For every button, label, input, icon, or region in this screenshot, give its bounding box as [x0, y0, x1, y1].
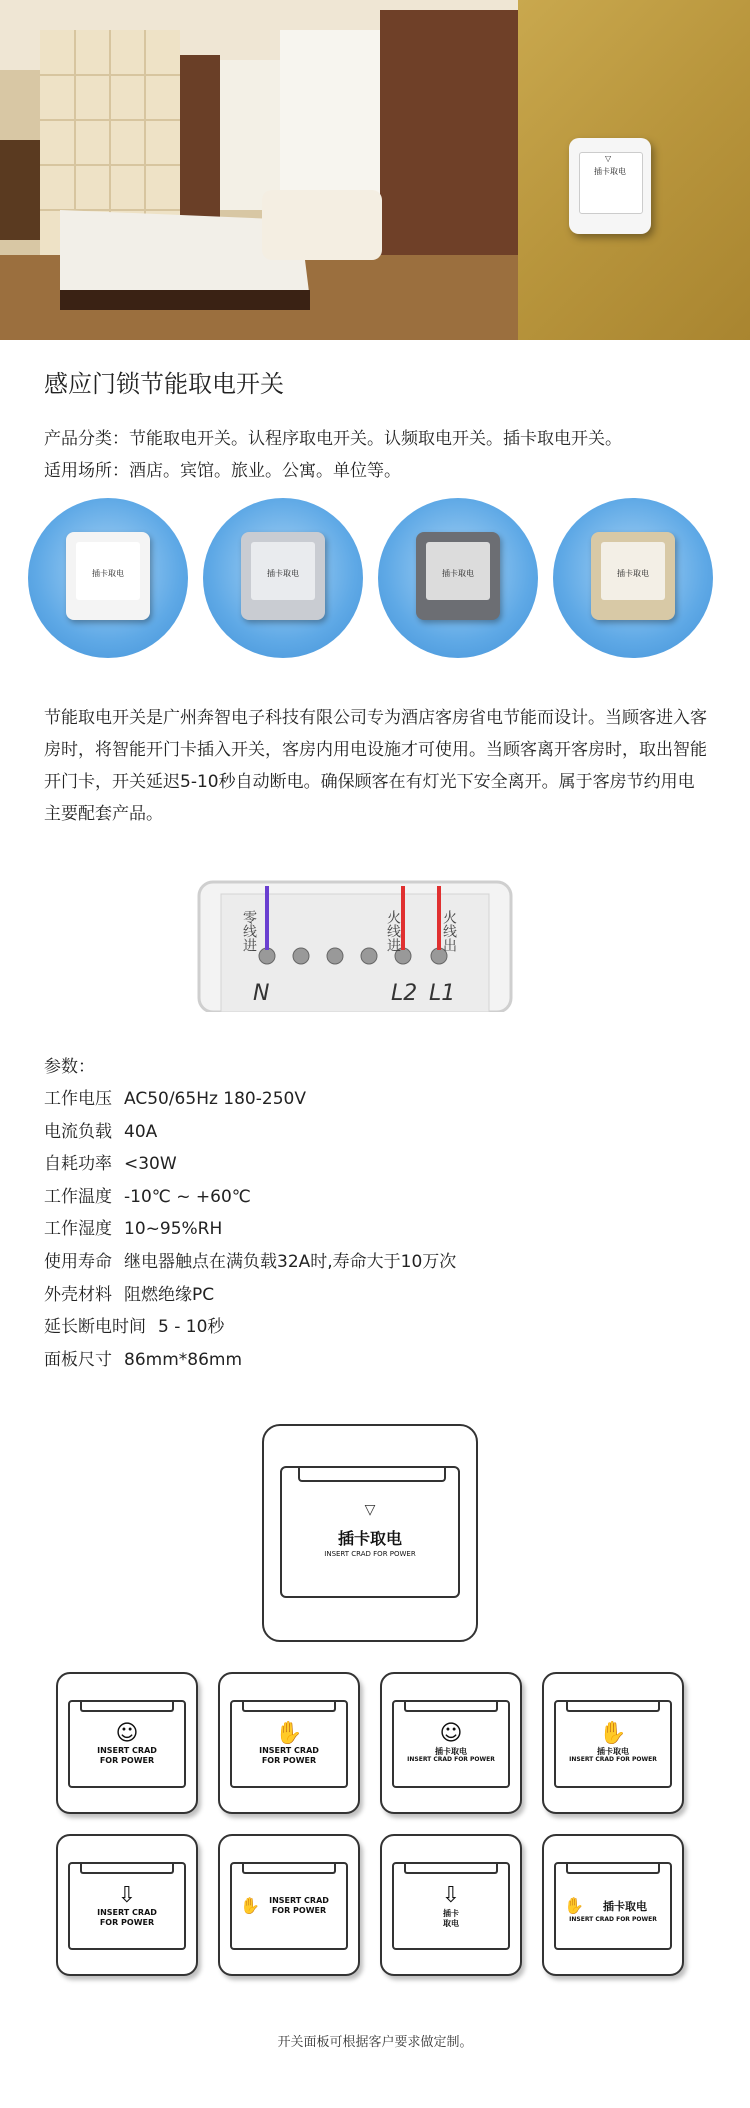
arrow-down-icon: ⇩	[441, 1883, 461, 1908]
product-venue: 适用场所：酒店。宾馆。旅业。公寓。单位等。	[44, 461, 401, 481]
param-key: 工作电压	[44, 1089, 112, 1109]
param-key: 自耗功率	[44, 1154, 112, 1175]
arrow-down-icon: ⇩	[117, 1883, 137, 1908]
param-value: 继电器触点在满负载32A时,寿命大于10万次	[124, 1252, 457, 1272]
param-row	[44, 1117, 157, 1142]
triangle-icon: ▽	[605, 154, 612, 163]
param-key: 使用寿命	[44, 1252, 112, 1272]
variant-text-1: INSERT CRAD	[259, 1746, 319, 1755]
variant-text-1: 插卡	[443, 1909, 459, 1918]
param-value: 阻燃绝缘PC	[124, 1284, 215, 1305]
hotel-room-photo	[0, 0, 518, 340]
switch-plate	[66, 532, 150, 620]
switch-plate	[241, 532, 325, 620]
color-variant-gray	[378, 498, 538, 658]
hand-card-icon: ✋	[240, 1896, 260, 1915]
params-heading: 参数：	[44, 1057, 95, 1077]
variant-arrow-cn	[380, 1834, 522, 1976]
plate-label: 插卡取电	[267, 569, 299, 578]
variant-text-1: INSERT CRAD	[97, 1746, 157, 1755]
param-value: -10℃ ~ +60℃	[124, 1186, 251, 1207]
card-switch-en-label: INSERT CRAD FOR POWER	[324, 1550, 416, 1558]
wiring-label-live-in: 火线进	[385, 910, 401, 952]
variant-text-2: INSERT CRAD FOR POWER	[407, 1756, 495, 1763]
variant-hand-card-en	[218, 1672, 360, 1814]
product-description: 节能取电开关是广州奔智电子科技有限公司专为酒店客房省电节能而设计。当顾客进入客房时，将智能开门卡插入开关，客房内用电设施才可使用。当顾客离开客房时，取出智能开门卡，开关延迟5-10秒自动断电。确保顾客在有灯光下安全离开。属于客房节约用电主要配套产品。	[44, 708, 707, 824]
param-row	[44, 1084, 306, 1109]
switch-plate	[591, 532, 675, 620]
wiring-label-neutral-in: 零线进	[241, 910, 257, 952]
variant-text-2: FOR POWER	[271, 1906, 327, 1915]
param-value: AC50/65Hz 180-250V	[124, 1089, 306, 1109]
variant-text-1: 插卡取电	[435, 1747, 467, 1756]
param-key: 外壳材料	[44, 1284, 112, 1305]
variant-text-1: INSERT CRAD	[97, 1908, 157, 1917]
param-row	[44, 1182, 251, 1207]
param-row	[44, 1149, 177, 1174]
param-key: 工作温度	[44, 1186, 112, 1207]
variant-text-2: 取电	[443, 1919, 459, 1928]
param-key: 延长断电时间	[44, 1317, 146, 1338]
variant-smiley-en	[56, 1672, 198, 1814]
footer-note: 开关面板可根据客户要求做定制。	[277, 2035, 473, 2050]
hand-card-icon: ✋	[564, 1896, 584, 1915]
variant-hand-card-cn	[542, 1672, 684, 1814]
terminal-l1: L1	[429, 981, 456, 1006]
variant-arrow-en	[56, 1834, 198, 1976]
color-variant-silver	[203, 498, 363, 658]
plate-label: 插卡取电	[617, 569, 649, 578]
hero-banner	[0, 0, 750, 340]
wiring-diagram	[197, 880, 513, 1012]
param-value: 10~95%RH	[124, 1219, 223, 1240]
terminal-l2: L2	[391, 981, 418, 1006]
card-switch-drawing	[262, 1424, 478, 1642]
wiring-label-live-out: 火线出	[441, 910, 457, 952]
variant-text-1: 插卡取电	[603, 1900, 647, 1913]
param-key: 工作湿度	[44, 1219, 112, 1240]
variant-text-1: 插卡取电	[597, 1747, 629, 1756]
param-key: 面板尺寸	[44, 1349, 112, 1370]
color-variant-champagne	[553, 498, 713, 658]
param-row	[44, 1312, 224, 1337]
param-value: <30W	[124, 1154, 177, 1175]
param-value: 5 - 10秒	[158, 1317, 225, 1338]
param-value: 40A	[124, 1121, 158, 1142]
variant-hand-inline-en	[218, 1834, 360, 1976]
plate-label: 插卡取电	[442, 569, 474, 578]
variant-text-2: FOR POWER	[99, 1756, 155, 1765]
color-variant-white	[28, 498, 188, 658]
param-key: 电流负载	[44, 1121, 112, 1142]
hero-switch-label: 插卡取电	[594, 167, 626, 176]
triangle-icon: ▽	[364, 1502, 376, 1518]
variant-text-2: INSERT CRAD FOR POWER	[569, 1916, 657, 1923]
param-row	[44, 1345, 242, 1370]
switch-plate	[416, 532, 500, 620]
param-value: 86mm*86mm	[124, 1349, 243, 1370]
hero-card-switch	[569, 138, 651, 234]
variant-text-2: INSERT CRAD FOR POWER	[569, 1756, 657, 1763]
param-row	[44, 1247, 456, 1272]
variant-text-2: FOR POWER	[99, 1918, 155, 1927]
hand-card-icon: ✋	[599, 1721, 627, 1746]
product-category: 产品分类：节能取电开关。认程序取电开关。认频取电开关。插卡取电开关。	[44, 429, 622, 449]
variant-hand-inline-cn	[542, 1834, 684, 1976]
param-row	[44, 1214, 222, 1239]
param-row	[44, 1280, 214, 1305]
smiley-icon: ☺	[115, 1721, 139, 1746]
variant-text-1: INSERT CRAD	[269, 1896, 329, 1905]
variant-smiley-cn	[380, 1672, 522, 1814]
terminal-n: N	[253, 981, 270, 1006]
plate-label: 插卡取电	[92, 569, 124, 578]
variant-text-2: FOR POWER	[261, 1756, 317, 1765]
product-title: 感应门锁节能取电开关	[44, 370, 284, 398]
card-switch-cn-label: 插卡取电	[337, 1529, 402, 1548]
hand-card-icon: ✋	[275, 1721, 303, 1746]
smiley-icon: ☺	[439, 1721, 463, 1746]
